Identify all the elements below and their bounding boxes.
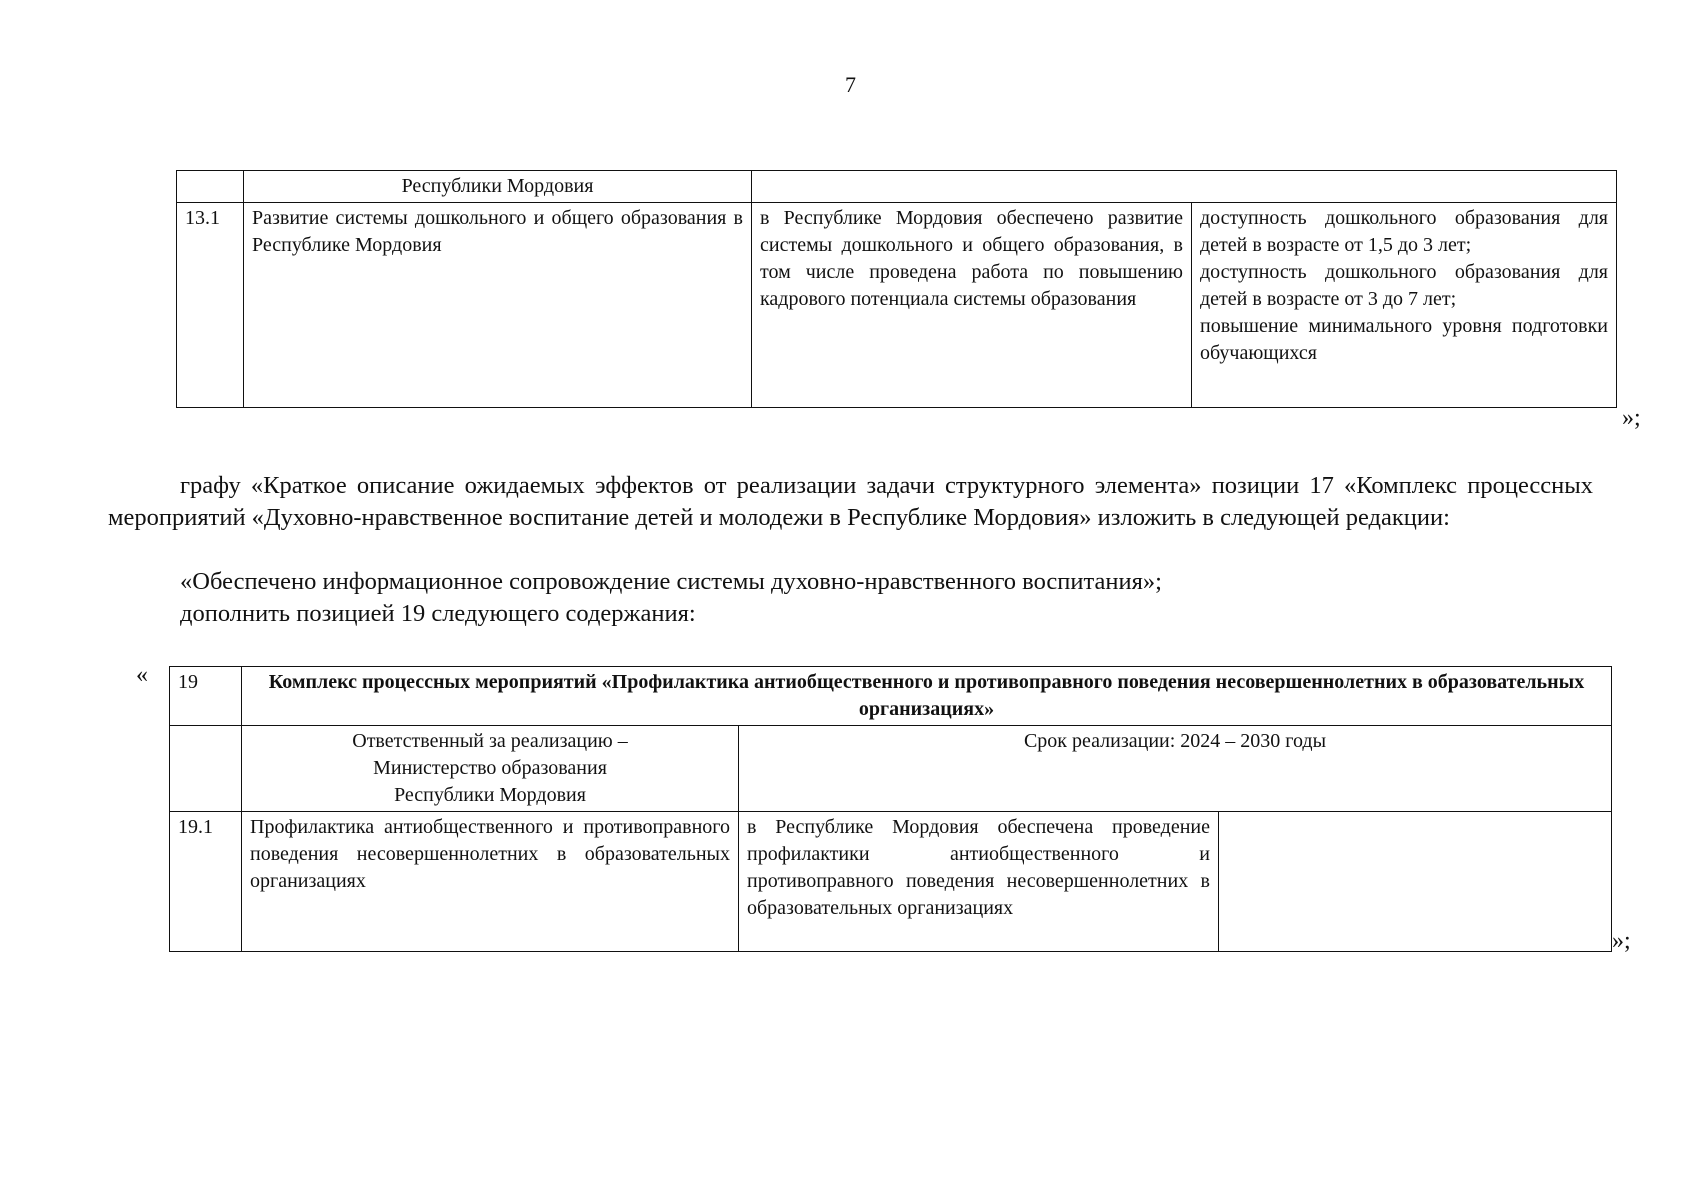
term-cell: Срок реализации: 2024 – 2030 годы bbox=[739, 726, 1612, 812]
table-position-19 bbox=[169, 666, 1612, 952]
paragraph-add-19: дополнить позицией 19 следующего содержания: bbox=[180, 600, 696, 627]
empty-cell bbox=[170, 726, 242, 812]
table-row bbox=[170, 726, 1612, 812]
table-row bbox=[170, 667, 1612, 726]
task-cell: Профилактика антиобщественного и противоправного поведения несовершеннолетних в образовательных организациях bbox=[242, 812, 739, 952]
row-number: 13.1 bbox=[177, 203, 244, 408]
empty-cell bbox=[177, 171, 244, 203]
opening-quote: « bbox=[136, 662, 148, 688]
position-title: Комплекс процессных мероприятий «Профилактика антиобщественного и противоправного поведения несовершеннолетних в образовательных организациях» bbox=[242, 667, 1612, 726]
table-position-13 bbox=[176, 170, 1617, 408]
responsible-line: Министерство образования bbox=[373, 757, 607, 779]
empty-cell bbox=[752, 171, 1617, 203]
responsible-cell bbox=[242, 726, 739, 812]
effect-cell: в Республике Мордовия обеспечена проведение профилактики антиобщественного и противоправного поведения несовершеннолетних в образовательных организациях bbox=[739, 812, 1219, 952]
table-row bbox=[177, 203, 1617, 408]
table-row bbox=[177, 171, 1617, 203]
responsible-line: Республики Мордовия bbox=[394, 784, 586, 806]
indicator-item: повышение минимального уровня подготовки обучающихся bbox=[1200, 315, 1608, 364]
closing-quote: »; bbox=[1612, 928, 1631, 954]
row-number: 19.1 bbox=[170, 812, 242, 952]
responsible-cell: Республики Мордовия bbox=[244, 171, 752, 203]
row-number: 19 bbox=[170, 667, 242, 726]
indicators-cell bbox=[1219, 812, 1612, 952]
paragraph-new-text: «Обеспечено информационное сопровождение системы духовно-нравственного воспитания»; bbox=[180, 568, 1162, 595]
page-number: 7 bbox=[845, 72, 856, 97]
table-row bbox=[170, 812, 1612, 952]
indicator-item: доступность дошкольного образования для детей в возрасте от 3 до 7 лет; bbox=[1200, 261, 1608, 310]
task-cell: Развитие системы дошкольного и общего образования в Республике Мордовия bbox=[244, 203, 752, 408]
paragraph-amend-17: графу «Краткое описание ожидаемых эффектов от реализации задачи структурного элемента» позиции 17 «Комплекс процессных мероприятий «Духовно-нравственное воспитание детей и молодежи в Республике Мордовия» изложить в следующей редакции: bbox=[108, 472, 1593, 531]
effect-cell: в Республике Мордовия обеспечено развитие системы дошкольного и общего образования, в том числе проведена работа по повышению кадрового потенциала системы образования bbox=[752, 203, 1192, 408]
indicators-cell bbox=[1192, 203, 1617, 408]
closing-quote: »; bbox=[1622, 405, 1641, 431]
responsible-line: Ответственный за реализацию – bbox=[352, 730, 628, 752]
indicator-item: доступность дошкольного образования для детей в возрасте от 1,5 до 3 лет; bbox=[1200, 207, 1608, 256]
